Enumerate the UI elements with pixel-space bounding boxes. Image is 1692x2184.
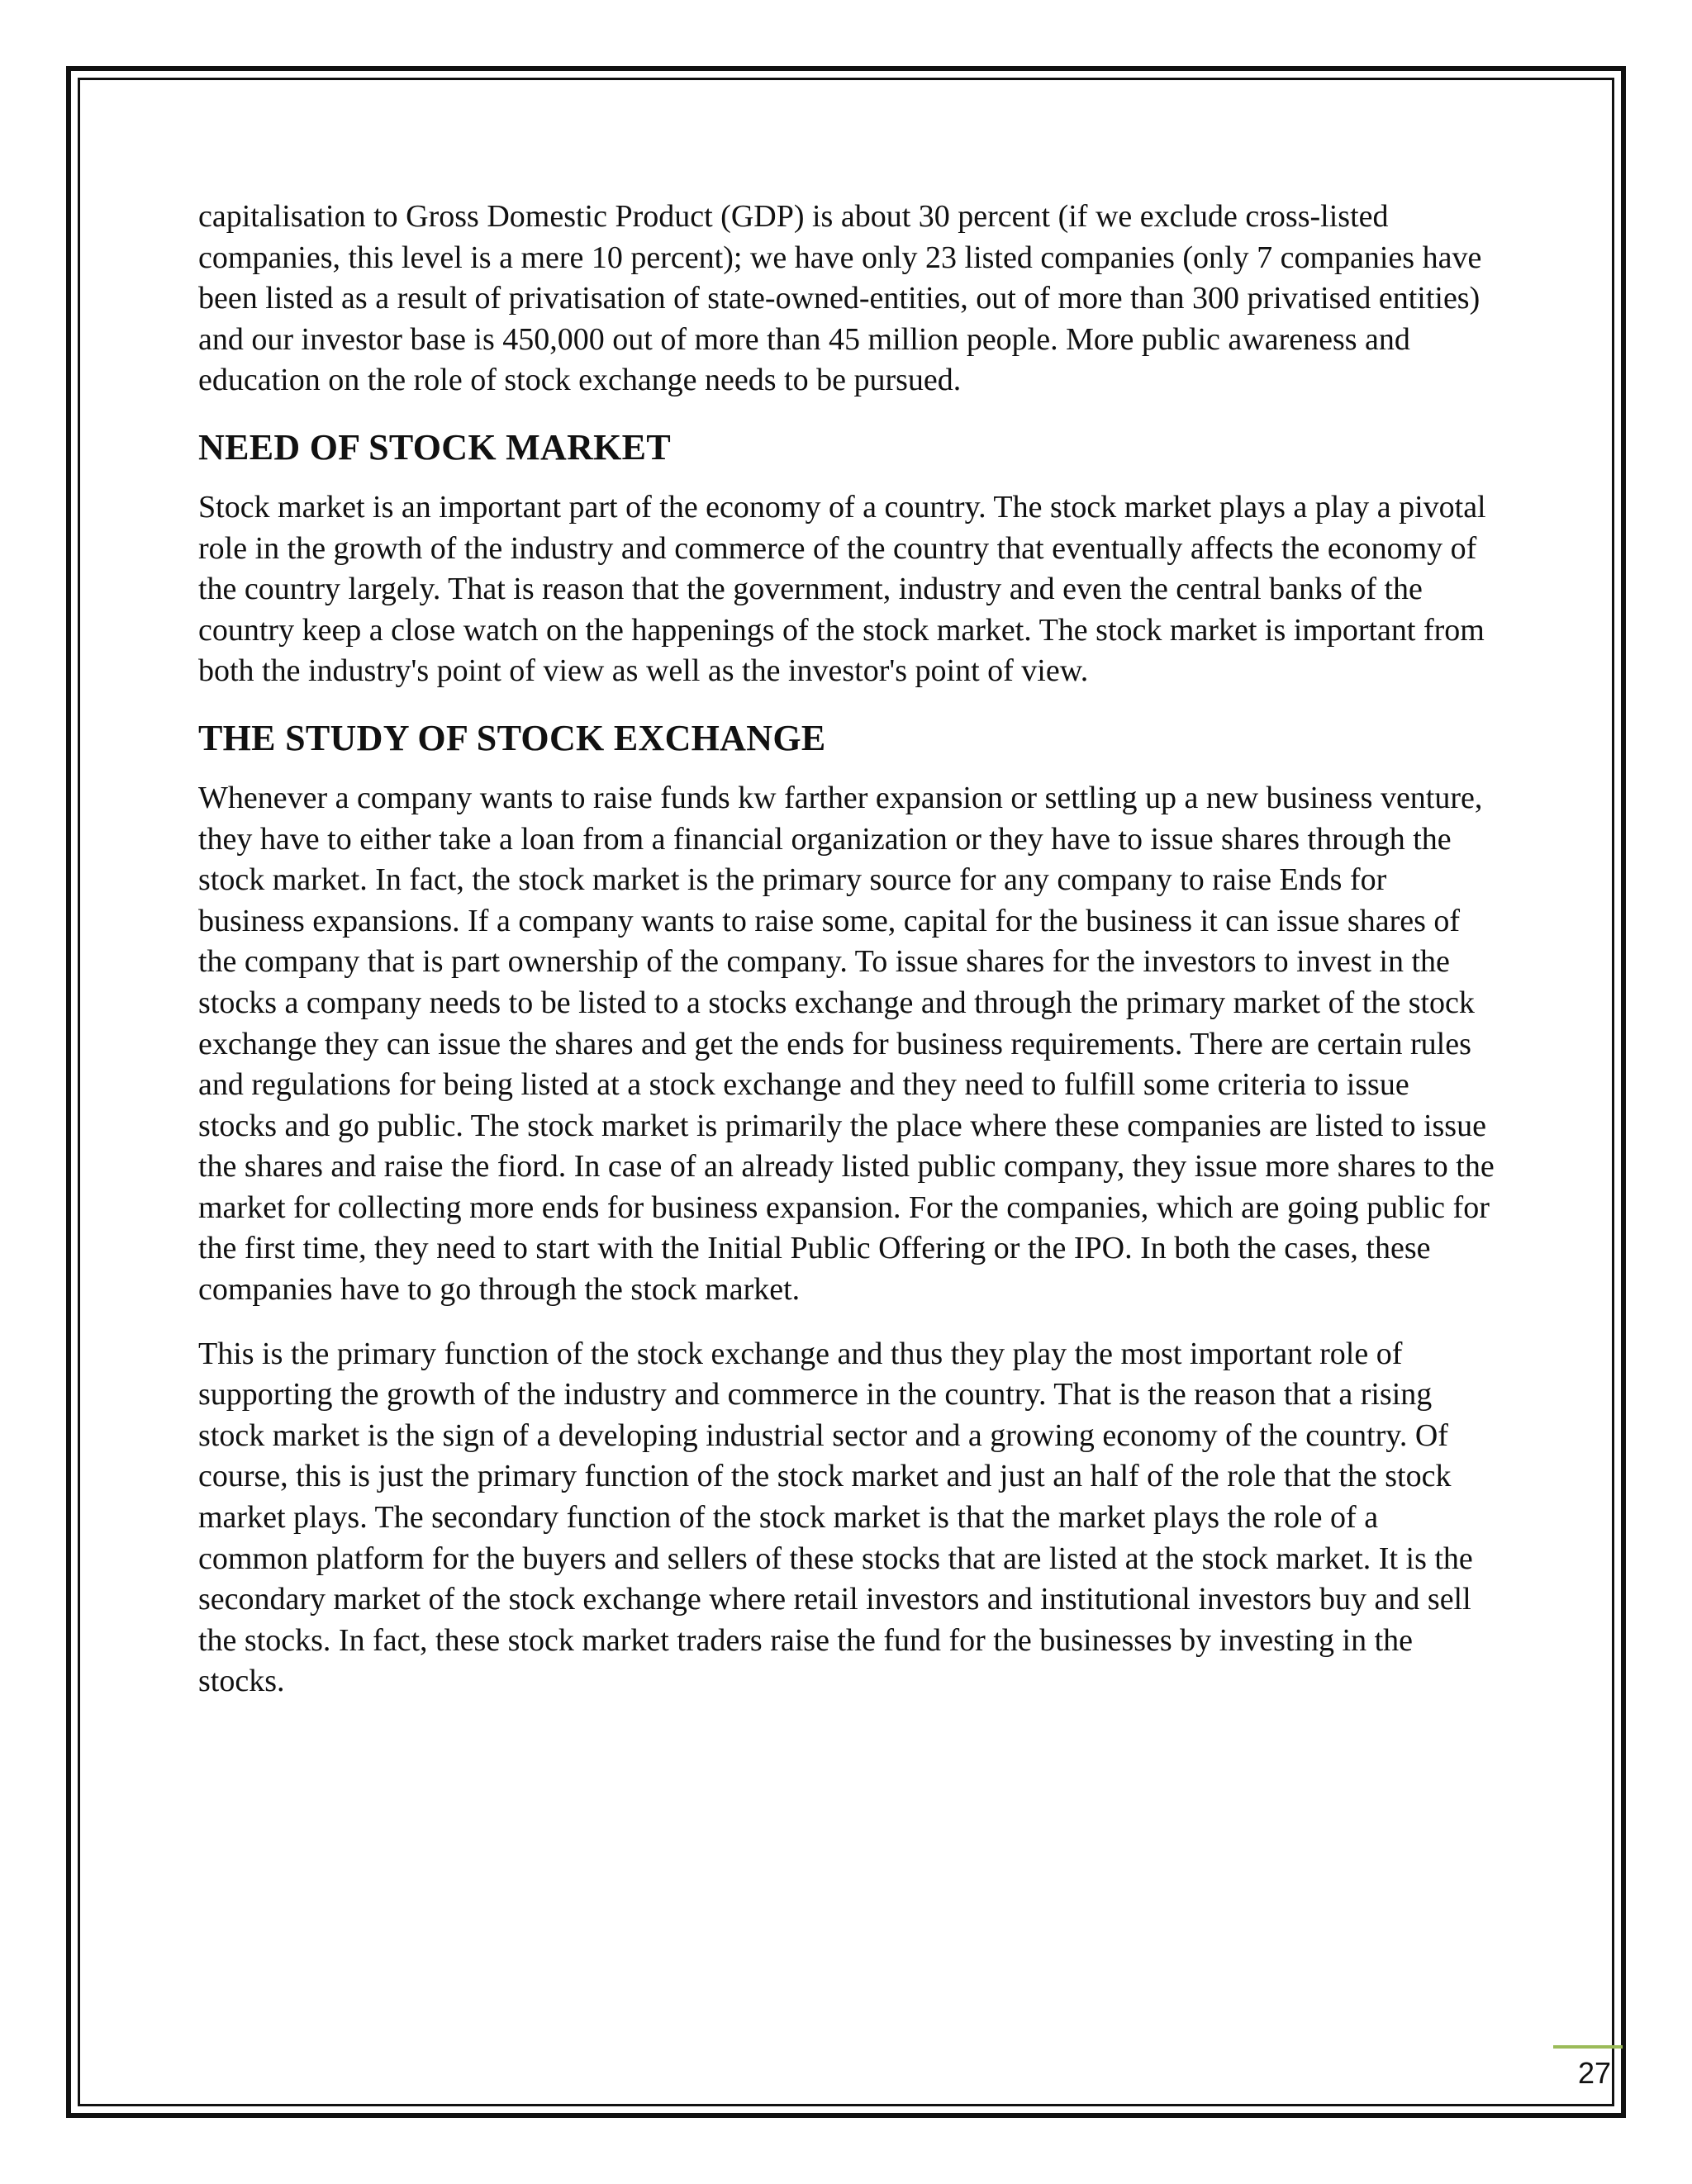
intro-paragraph: capitalisation to Gross Domestic Product (GDP) is about 30 percent (if we exclude cross-listed companies, this level is a mere 10 percent); we have only 23 listed companies (only 7 companies have been listed as a result of privatisation of state-owned-entities, out of more than 300 privatised entities) and our investor base is 450,000 out of more than 45 million people. More public awareness and education on the role of stock exchange needs to be pursued. <box>198 199 1482 398</box>
need-paragraph: Stock market is an important part of the economy of a country. The stock market plays a play a pivotal role in the growth of the industry and commerce of the country that eventually affects the economy of the country largely. That is reason that the government, industry and even the central banks of the country keep a close watch on the happenings of the stock market. The stock market is important from both the industry's point of view as well as the investor's point of view. <box>198 489 1486 689</box>
page-number: 27 <box>1577 2056 1611 2090</box>
section-heading-study: THE STUDY OF STOCK EXCHANGE <box>198 717 826 758</box>
study-paragraph-2: This is the primary function of the stock exchange and thus they play the most important role of supporting the growth of the industry and commerce in the country. That is the reason that a rising stock market is the sign of a developing industrial sector and a growing economy of the country. Of course, this is just the primary function of the stock market and just an half of the role that the stock market plays. The secondary function of the stock market is that the market plays the role of a common platform for the buyers and sellers of these stocks that are listed at the stock market. It is the secondary market of the stock exchange where retail investors and institutional investors buy and sell the stocks. In fact, these stock market traders raise the fund for the businesses by investing in the stocks. <box>198 1336 1473 1699</box>
document-body <box>198 197 1495 1702</box>
page-number-rule <box>1553 2045 1623 2049</box>
section-heading-need: NEED OF STOCK MARKET <box>198 426 671 468</box>
study-paragraph-1: Whenever a company wants to raise funds kw farther expansion or settling up a new business venture, they have to either take a loan from a financial organization or they have to issue shares through the stock market. In fact, the stock market is the primary source for any company to raise Ends for business expansions. If a company wants to raise some, capital for the business it can issue shares of the company that is part ownership of the company. To issue shares for the investors to invest in the stocks a company needs to be listed to a stocks exchange and through the primary market of the stock exchange they can issue the shares and get the ends for business requirements. There are certain rules and regulations for being listed at a stock exchange and they need to fulfill some criteria to issue stocks and go public. The stock market is primarily the place where these companies are listed to issue the shares and raise the fiord. In case of an already listed public company, they issue more shares to the market for collecting more ends for business expansion. For the companies, which are going public for the first time, they need to start with the Initial Public Offering or the IPO. In both the cases, these companies have to go through the stock market. <box>198 780 1495 1308</box>
